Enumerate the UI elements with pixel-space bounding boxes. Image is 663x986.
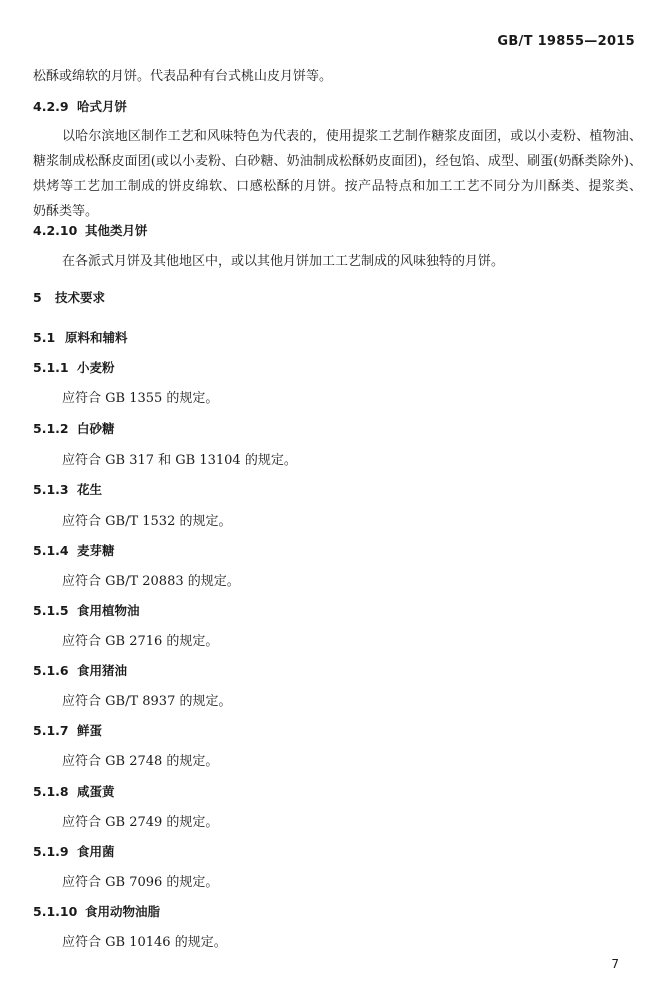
continuation-text: 松酥或绵软的月饼。代表品种有台式桃山皮月饼等。: [33, 69, 333, 84]
section-heading-4-2-10: [33, 225, 148, 238]
section-number: 5.1: [33, 330, 56, 345]
item-heading: [33, 423, 115, 436]
paragraph-line: 以哈尔滨地区制作工艺和风味特色为代表的，使用提浆工艺制作糖浆皮面团，或以小麦粉、植物油、: [62, 129, 642, 144]
item-heading: [33, 846, 115, 859]
standard-number: GB/T 19855—2015: [497, 34, 635, 49]
item-number: 5.1.8: [33, 784, 69, 799]
item-number: 5.1.9: [33, 844, 69, 859]
item-number: 5.1.4: [33, 543, 69, 558]
item-text: 应符合 GB 317 和 GB 13104 的规定。: [62, 453, 297, 468]
section-title: 其他类月饼: [85, 223, 148, 238]
item-number: 5.1.7: [33, 723, 69, 738]
item-text: 应符合 GB 2716 的规定。: [62, 634, 219, 649]
item-text: 应符合 GB/T 8937 的规定。: [62, 694, 232, 709]
paragraph-line: 在各派式月饼及其他地区中，或以其他月饼加工工艺制成的风味独特的月饼。: [62, 254, 505, 269]
item-text: 应符合 GB 7096 的规定。: [62, 875, 219, 890]
section-number: 5: [33, 290, 42, 305]
item-heading: [33, 906, 160, 919]
item-number: 5.1.10: [33, 904, 78, 919]
item-title: 食用植物油: [77, 603, 140, 618]
item-title: 白砂糖: [77, 421, 115, 436]
item-number: 5.1.6: [33, 663, 69, 678]
item-text: 应符合 GB 1355 的规定。: [62, 391, 219, 406]
item-heading: [33, 725, 102, 738]
paragraph-line: 奶酥类等。: [33, 204, 99, 219]
item-title: 小麦粉: [77, 360, 115, 375]
item-text: 应符合 GB 2749 的规定。: [62, 815, 219, 830]
item-heading: [33, 484, 102, 497]
section-heading-5: [33, 292, 105, 305]
item-heading: [33, 605, 140, 618]
section-heading-4-2-9: [33, 101, 127, 114]
item-number: 5.1.2: [33, 421, 69, 436]
item-text: 应符合 GB 10146 的规定。: [62, 935, 227, 950]
item-heading: [33, 545, 115, 558]
section-heading-5-1: [33, 332, 128, 345]
item-text: 应符合 GB/T 20883 的规定。: [62, 574, 240, 589]
section-title: 原料和辅料: [65, 330, 128, 345]
item-number: 5.1.5: [33, 603, 69, 618]
section-title: 哈式月饼: [77, 99, 128, 114]
item-title: 鲜蛋: [77, 723, 103, 738]
item-heading: [33, 362, 115, 375]
item-title: 咸蛋黄: [77, 784, 115, 799]
item-title: 麦芽糖: [77, 543, 115, 558]
item-title: 食用猪油: [77, 663, 128, 678]
item-number: 5.1.3: [33, 482, 69, 497]
section-title: 技术要求: [55, 290, 106, 305]
item-title: 食用动物油脂: [85, 904, 161, 919]
section-number: 4.2.10: [33, 223, 78, 238]
item-text: 应符合 GB 2748 的规定。: [62, 754, 219, 769]
item-title: 花生: [77, 482, 103, 497]
page-number: 7: [611, 957, 619, 971]
item-heading: [33, 665, 127, 678]
item-title: 食用菌: [77, 844, 115, 859]
section-number: 4.2.9: [33, 99, 69, 114]
paragraph-line: 烘烤等工艺加工制成的饼皮绵软、口感松酥的月饼。按产品特点和加工工艺不同分为川酥类、提浆类、: [33, 179, 642, 194]
item-heading: [33, 786, 115, 799]
item-text: 应符合 GB/T 1532 的规定。: [62, 514, 232, 529]
item-number: 5.1.1: [33, 360, 69, 375]
paragraph-line: 糖浆制成松酥皮面团(或以小麦粉、白砂糖、奶油制成松酥奶皮面团)，经包馅、成型、刷蛋(奶酥类除外)、: [33, 154, 642, 169]
